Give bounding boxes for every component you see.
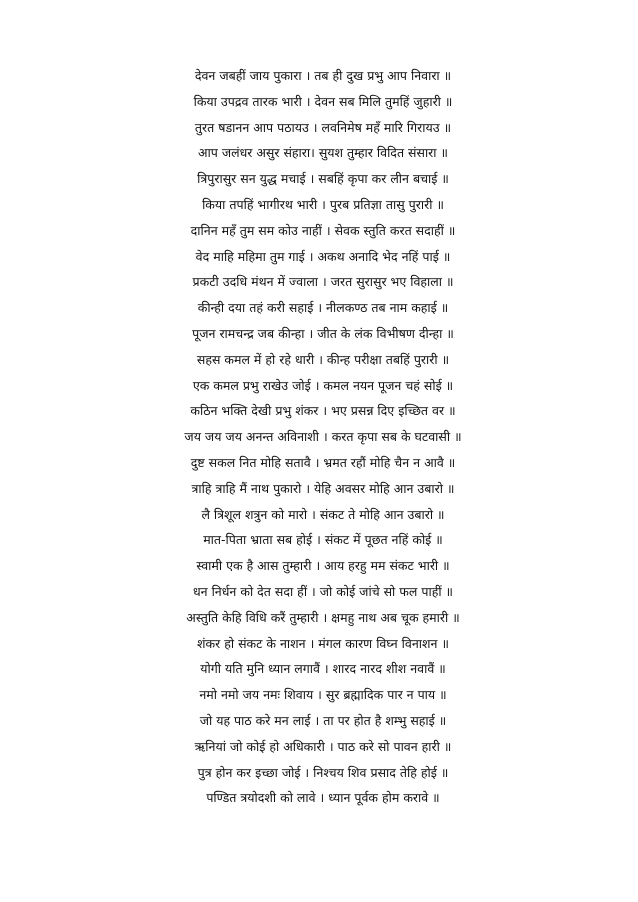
verse-line: पुत्र होन कर इच्छा जोई । निश्चय शिव प्रसाद तेहि होई ॥	[197, 764, 449, 780]
verse-line: त्राहि त्राहि मैं नाथ पुकारो । येहि अवसर मोहि आन उबारो ॥	[191, 480, 455, 496]
verse-line: अस्तुति केहि विधि करैं तुम्हारी । क्षमहु नाथ अब चूक हमारी ॥	[186, 609, 460, 625]
verse-line: किया तपहिं भागीरथ भारी । पुरब प्रतिज्ञा तासु पुरारी ॥	[202, 196, 444, 212]
verse-line: धन निर्धन को देत सदा हीं । जो कोई जांचे सो फल पाहीं ॥	[192, 583, 454, 599]
verse-line: प्रकटी उदधि मंथन में ज्वाला । जरत सुरासुर भए विहाला ॥	[192, 274, 454, 290]
verse-line: पूजन रामचन्द्र जब कीन्हा । जीत के लंक विभीषण दीन्हा ॥	[192, 325, 454, 341]
verse-line: एक कमल प्रभु राखेउ जोई । कमल नयन पूजन चहं सोई ॥	[192, 377, 454, 393]
verse-line: दानिन महँ तुम सम कोउ नाहीं । सेवक स्तुति करत सदाहीं ॥	[190, 222, 456, 238]
verse-line: नमो नमो जय नमः शिवाय । सुर ब्रह्मादिक पार न पाय ॥	[199, 687, 447, 703]
verse-line: दुष्ट सकल नित मोहि सतावै । भ्रमत रहौं मोहि चैन न आवै ॥	[190, 454, 456, 470]
verse-line: ऋनियां जो कोई हो अधिकारी । पाठ करे सो पावन हारी ॥	[194, 738, 452, 754]
verse-line: पण्डित त्रयोदशी को लावे । ध्यान पूर्वक होम करावे ॥	[206, 790, 440, 806]
verse-line: लै त्रिशूल शत्रुन को मारो । संकट ते मोहि आन उबारो ॥	[201, 506, 445, 522]
verse-line: देवन जबहीं जाय पुकारा । तब ही दुख प्रभु आप निवारा ॥	[194, 68, 452, 83]
verse-line: शंकर हो संकट के नाशन । मंगल कारण विघ्न विनाशन ॥	[197, 635, 449, 651]
verse-line: स्वामी एक है आस तुम्हारी । आय हरहु मम संकट भारी ॥	[196, 558, 450, 574]
verse-line: मात-पिता भ्राता सब होई । संकट में पूछत नहिं कोई ॥	[203, 532, 443, 548]
verse-list	[0, 63, 638, 811]
verse-line: सहस कमल में हो रहे धारी । कीन्ह परीक्षा तबहिं पुरारी ॥	[196, 351, 450, 367]
verse-line: त्रिपुरासुर सन युद्ध मचाई । सबहिं कृपा कर लीन बचाई ॥	[197, 171, 449, 187]
verse-line: योगी यति मुनि ध्यान लगावैं । शारद नारद शीश नवावैं ॥	[200, 661, 446, 677]
verse-line: आप जलंधर असुर संहारा। सुयश तुम्हार विदित संसारा ॥	[198, 145, 448, 161]
verse-line: जय जय जय अनन्त अविनाशी । करत कृपा सब के घटवासी ॥	[184, 429, 462, 445]
verse-line: कठिन भक्ति देखी प्रभु शंकर । भए प्रसन्न दिए इच्छित वर ॥	[190, 403, 456, 419]
verse-line: कीन्ही दया तहं करी सहाई । नीलकण्ठ तब नाम कहाई ॥	[197, 300, 449, 316]
verse-line: तुरत षडानन आप पठायउ । लवनिमेष महँ मारि गिरायउ ॥	[194, 119, 452, 135]
verse-line: जो यह पाठ करे मन लाई । ता पर होत है शम्भु सहाई ॥	[199, 712, 447, 728]
verse-line: वेद माहि महिमा तुम गाई । अकथ अनादि भेद नहिं पाई ॥	[195, 248, 451, 264]
verse-line: किया उपद्रव तारक भारी । देवन सब मिलि तुमहिं जुहारी ॥	[193, 93, 453, 109]
